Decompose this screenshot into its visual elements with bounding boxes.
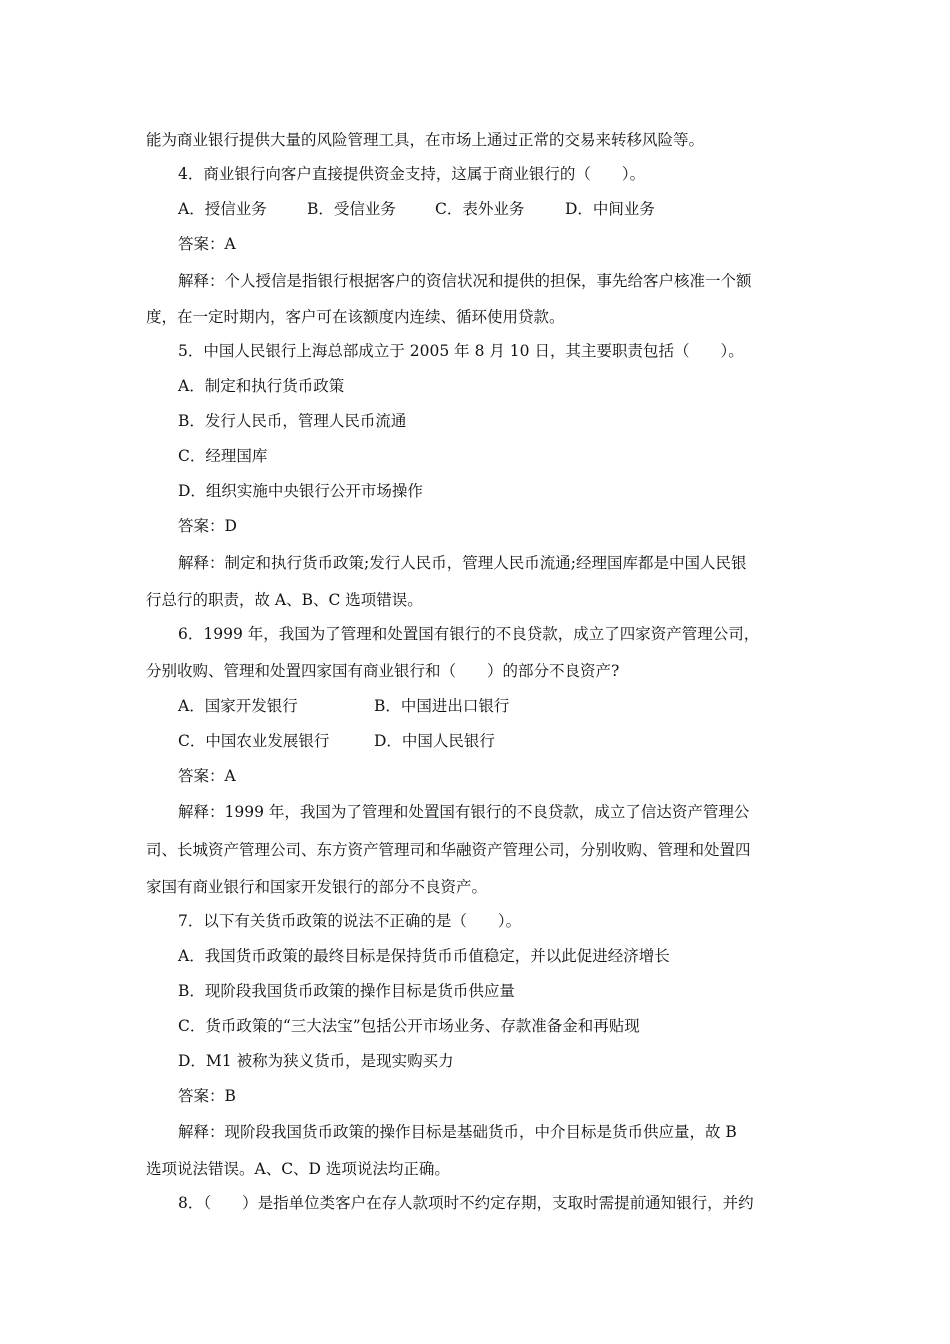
explanation-cont: 度，在一定时期内，客户可在该额度内连续、循环使用贷款。 [146,308,565,326]
answer: 答案：B [178,1087,236,1105]
question-4: 4．商业银行向客户直接提供资金支持，这属于商业银行的（ ）。 [178,165,646,183]
text-line: 能为商业银行提供大量的风险管理工具，在市场上通过正常的交易来转移风险等。 [146,131,705,149]
option-a: A．国家开发银行 [178,697,298,715]
question-6-cont: 分别收购、管理和处置四家国有商业银行和（ ）的部分不良资产? [146,662,620,680]
explanation-cont: 家国有商业银行和国家开发银行的部分不良资产。 [146,878,488,896]
option-b: B．中国进出口银行 [374,697,510,715]
explanation: 解释：现阶段我国货币政策的操作目标是基础货币，中介目标是货币供应量，故 B [178,1123,737,1141]
question-5: 5．中国人民银行上海总部成立于 2005 年 8 月 10 日，其主要职责包括（ ）。 [178,342,744,360]
option-d: D．中国人民银行 [374,732,495,750]
option-d: D．组织实施中央银行公开市场操作 [178,482,423,500]
question-7: 7．以下有关货币政策的说法不正确的是（ ）。 [178,912,522,930]
option-c: C．表外业务 [435,200,525,218]
option-c: C．货币政策的“三大法宝”包括公开市场业务、存款准备金和再贴现 [178,1017,640,1035]
explanation-cont: 选项说法错误。A、C、D 选项说法均正确。 [146,1160,450,1178]
question-6: 6．1999 年，我国为了管理和处置国有银行的不良贷款，成立了四家资产管理公司， [178,625,760,643]
explanation: 解释：个人授信是指银行根据客户的资信状况和提供的担保，事先给客户核准一个额 [178,272,752,290]
option-d: D．中间业务 [565,200,655,218]
explanation: 解释：1999 年，我国为了管理和处置国有银行的不良贷款，成立了信达资产管理公 [178,803,750,821]
answer: 答案：A [178,235,236,253]
option-d: D．M1 被称为狭义货币，是现实购买力 [178,1052,454,1070]
explanation: 解释：制定和执行货币政策;发行人民币，管理人民币流通;经理国库都是中国人民银 [178,554,747,572]
option-a: A．授信业务 [178,200,267,218]
option-b: B．受信业务 [307,200,396,218]
option-c: C．中国农业发展银行 [178,732,330,750]
explanation-cont: 行总行的职责，故 A、B、C 选项错误。 [146,591,423,609]
answer: 答案：A [178,767,236,785]
question-8: 8．（ ）是指单位类客户在存人款项时不约定存期，支取时需提前通知银行，并约 [178,1194,754,1212]
option-a: A．制定和执行货币政策 [178,377,345,395]
option-c: C．经理国库 [178,447,268,465]
answer: 答案：D [178,517,237,535]
explanation-cont: 司、长城资产管理公司、东方资产管理司和华融资产管理公司，分别收购、管理和处置四 [146,841,751,859]
option-b: B．发行人民币，管理人民币流通 [178,412,407,430]
option-a: A．我国货币政策的最终目标是保持货币币值稳定，并以此促进经济增长 [178,947,670,965]
option-b: B．现阶段我国货币政策的操作目标是货币供应量 [178,982,515,1000]
